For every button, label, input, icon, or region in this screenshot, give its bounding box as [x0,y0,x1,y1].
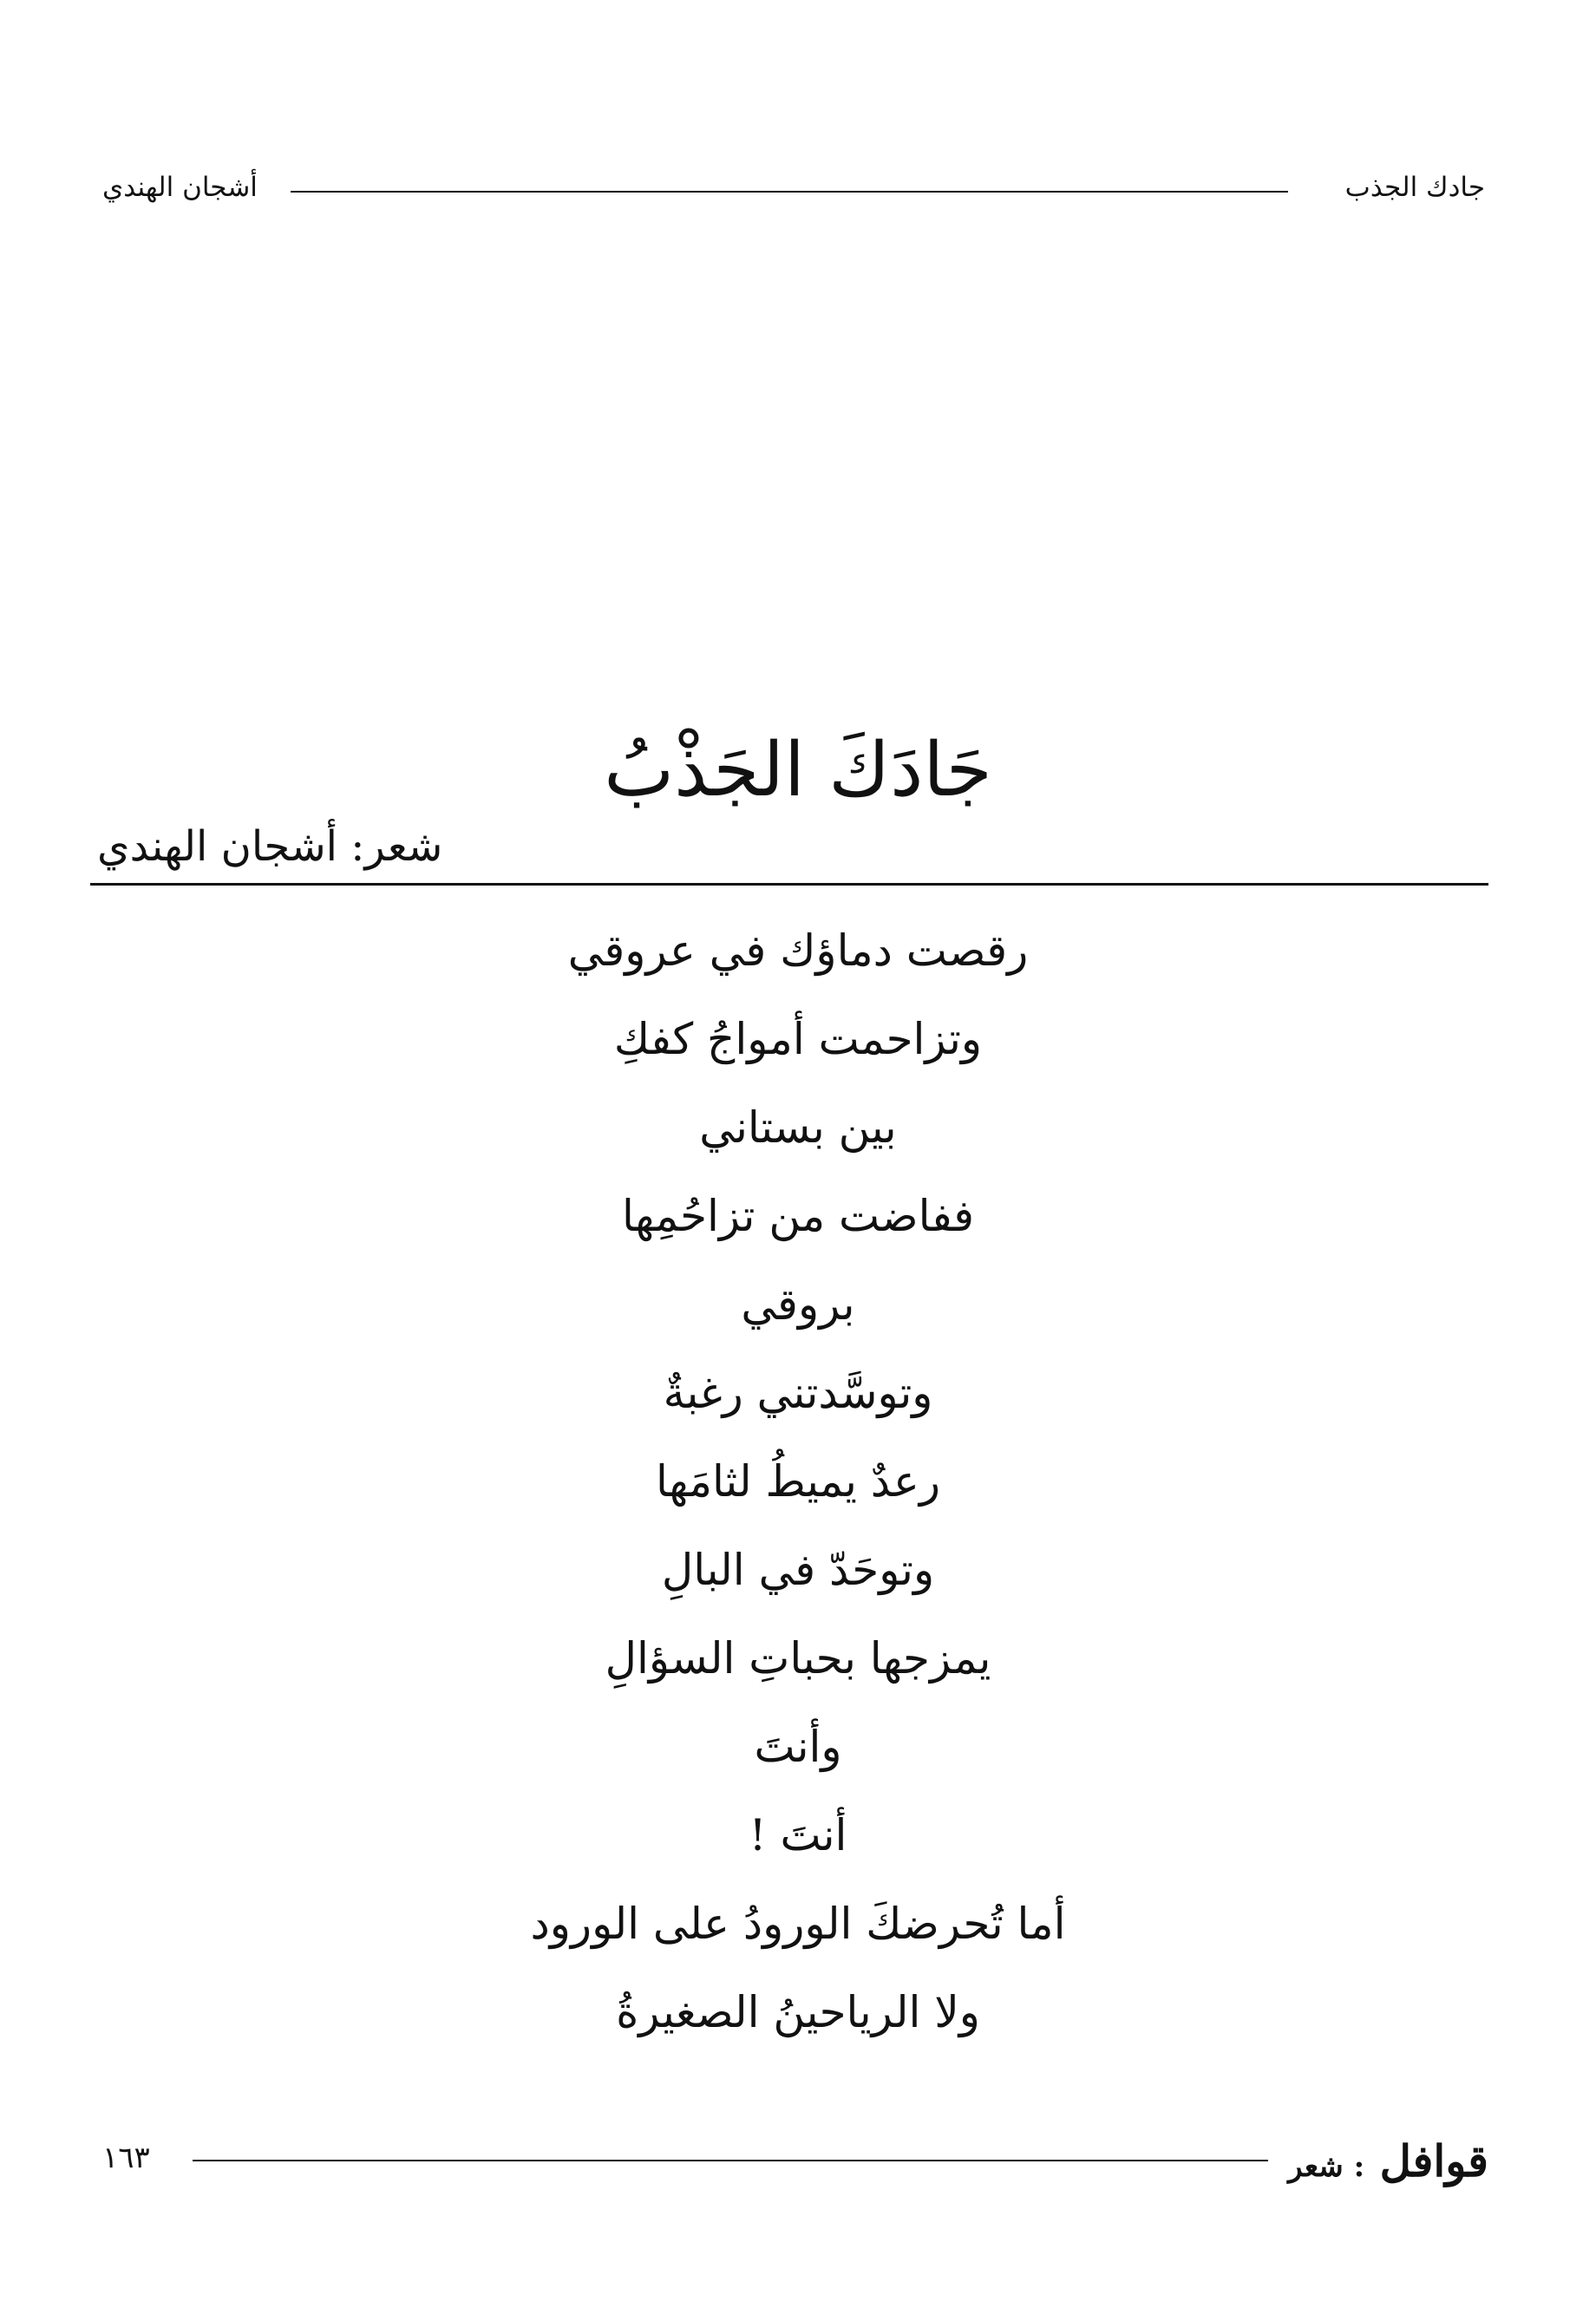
verse-line: بين بستاني [699,1102,897,1153]
verse-line: وتزاحمت أمواجُ كفكِ [613,1014,983,1064]
header-rule [291,191,1288,193]
footer-rule [193,2160,1268,2161]
verse-line: وتوحَدّ في البالِ [661,1545,935,1595]
verse-line: بروقي [741,1279,855,1330]
verse-line: ولا الرياحينُ الصغيرةُ [616,1987,980,2037]
verse-line: يمزجها بحباتِ السؤالِ [605,1633,991,1684]
running-header-author: أشجان الهندي [102,172,258,203]
footer-section: : شعر [1288,2149,1365,2184]
verse-line: رعدٌ يميطُ لثامَها [655,1456,940,1507]
title-rule [90,883,1488,886]
verse-line: وأنتَ [754,1722,842,1772]
poem-byline: شعر: أشجان الهندي [97,822,443,871]
running-header-title: جادك الجذب [1344,172,1485,203]
footer-brand [1288,2135,1488,2187]
verse-line: وتوسَّدتني رغبةٌ [663,1368,933,1418]
poem-title: جَادَكَ الجَذْبُ [604,727,992,814]
verse-line: رقصت دماؤك في عروقي [567,925,1029,976]
verse-line: أما تُحرضكَ الورودُ على الورود [530,1899,1066,1949]
verse-line: ففاضت من تزاحُمِها [621,1191,975,1241]
page-number: ١٦٣ [102,2141,150,2175]
poem-body [0,906,1596,2056]
verse-line: أنتَ ! [749,1810,847,1860]
footer-brand-name: قوافل [1379,2135,1488,2187]
